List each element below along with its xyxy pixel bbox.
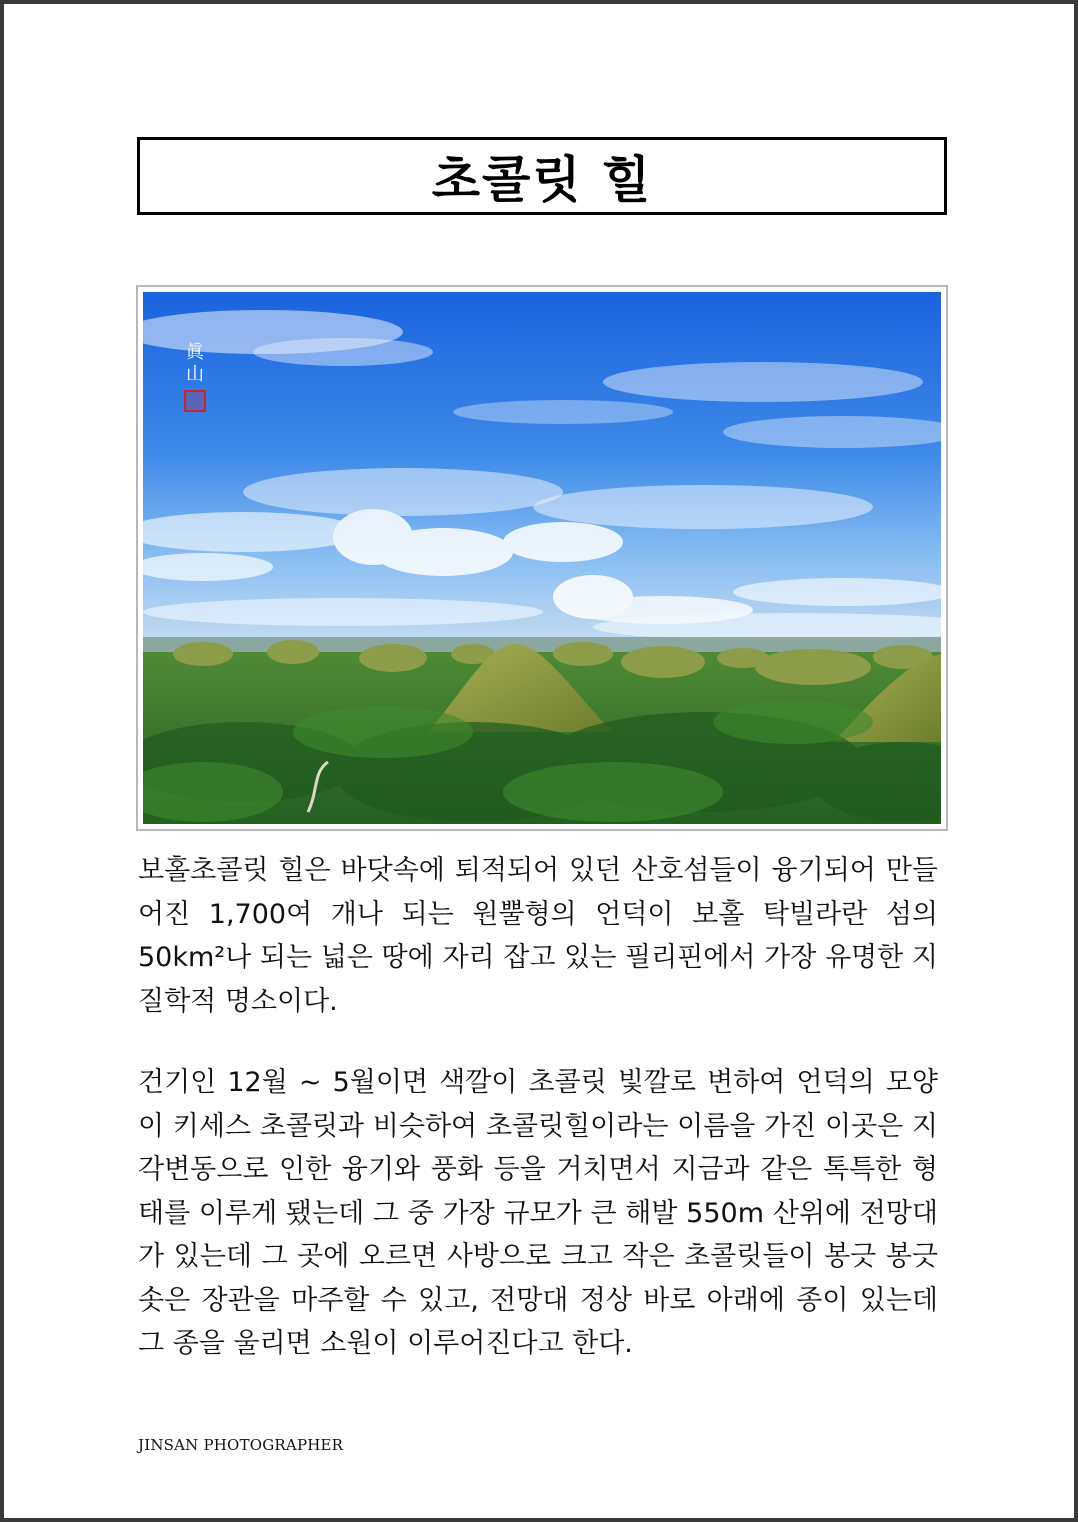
photo-frame [136,285,948,831]
seal-char-1: 眞 [186,342,204,363]
paragraph-2: 건기인 12월 ~ 5월이면 색깔이 초콜릿 빛깔로 변하여 언덕의 모양이 키세스 초콜릿과 비슷하여 초콜릿힐이라는 이름을 가진 이곳은 지각변동으로 인한 융기와 풍화 등을 거치면서 지금과 같은 톡특한 형태를 이루게 됐는데 그 중 가장 규모가 큰 해발 550m 산위에 전망대 가 있는데 그 곳에 오르면 사방으로 크고 작은 초콜릿들이 봉긋 봉긋 솟은 장관을 마주할 수 있고, 전망대 정상 바로 아래에 종이 있는데 그 종을 울리면 소원이 이루어진다고 한다. [138,1067,938,1359]
page-title: 초콜릿 힐 [431,151,653,209]
paragraph-1: 보홀초콜릿 힐은 바닷속에 퇴적되어 있던 산호섬들이 융기되어 만들어진 1,700여 개나 되는 원뿔형의 언덕이 보홀 탁빌라란 섬의 50km²나 되는 넓은 땅에 자리 잡고 있는 필리핀에서 가장 유명한 지질학적 명소이다. [138,855,938,1017]
landscape-photo [143,292,941,824]
title-box [137,137,947,215]
photo-illustration [143,292,941,824]
artist-seal [183,342,207,412]
seal-stamp-icon [184,390,206,412]
seal-char-2: 山 [186,364,204,385]
footer-credit: JINSAN PHOTOGRAPHER [138,1436,344,1454]
